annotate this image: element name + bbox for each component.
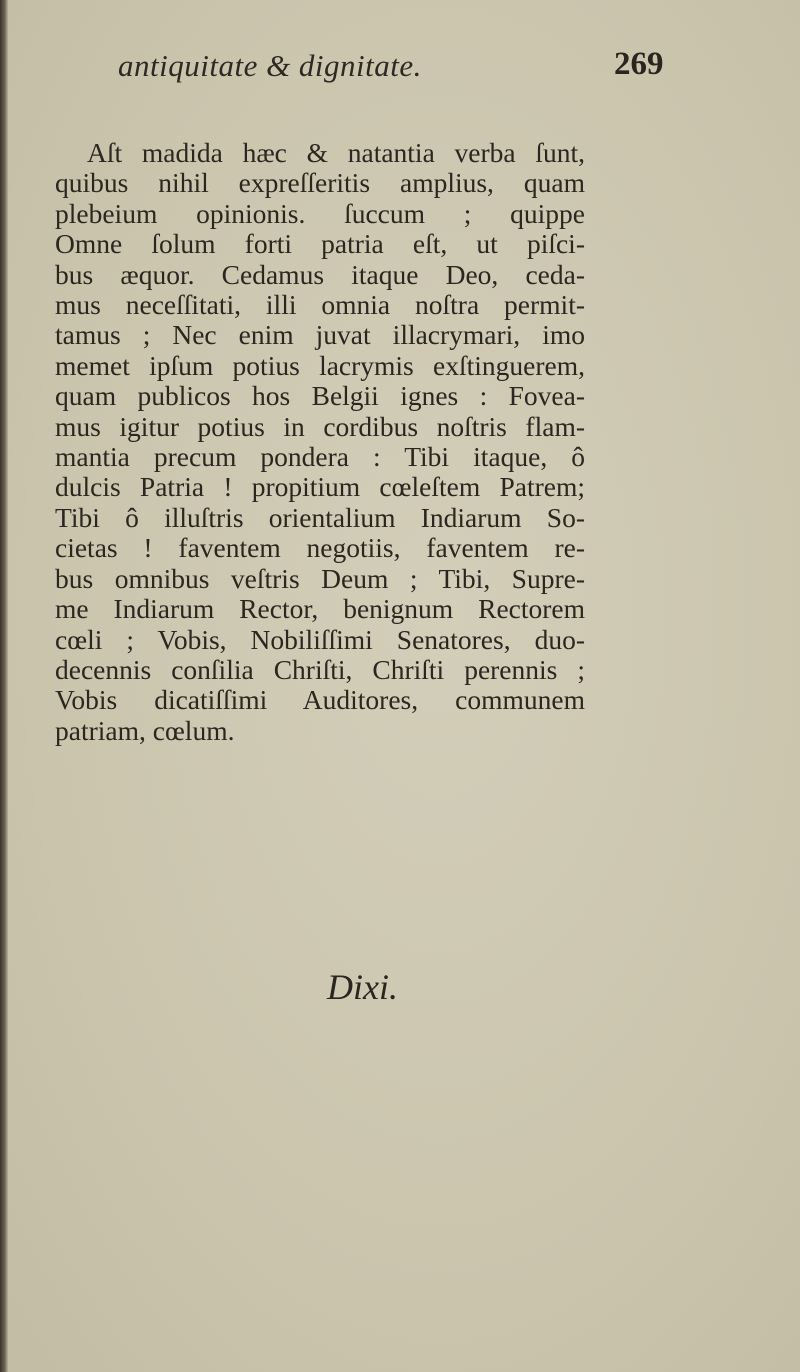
text-line: patriam, cœlum. <box>55 714 235 746</box>
text-line: mantia precum pondera : Tibi itaque, ô <box>55 441 585 473</box>
text-line: cietas ! faventem negotiis, faventem re- <box>55 532 585 564</box>
text-line: mus igitur potius in cordibus noſtris flam- <box>55 410 585 442</box>
closing-word: Dixi. <box>327 967 398 1007</box>
text-line: Vobis dicatiſſimi Auditores, communem <box>55 684 585 716</box>
body-paragraph <box>55 138 585 746</box>
text-line: Tibi ô illuſtris orientalium Indiarum So- <box>55 501 585 533</box>
text-line: decennis conſilia Chriſti, Chriſti perennis ; <box>55 653 585 685</box>
text-line: plebeium opinionis. ſuccum ; quippe <box>55 197 585 229</box>
text-line: bus æquor. Cedamus itaque Deo, ceda- <box>55 258 585 290</box>
page-gutter-shadow <box>0 0 8 1372</box>
text-line: Omne ſolum forti patria eſt, ut piſci- <box>55 228 585 260</box>
text-line: me Indiarum Rector, benignum Rectorem <box>55 593 585 625</box>
text-line: quibus nihil expreſſeritis amplius, quam <box>55 167 585 199</box>
page-number: 269 <box>614 46 664 82</box>
text-line: Aſt madida hæc & natantia verba ſunt, <box>87 137 585 168</box>
text-line: memet ipſum potius lacrymis exſtinguerem, <box>55 349 585 381</box>
text-line: cœli ; Vobis, Nobiliſſimi Senatores, duo- <box>55 623 585 655</box>
text-line: dulcis Patria ! propitium cœleſtem Patrem; <box>55 471 585 503</box>
text-line: quam publicos hos Belgii ignes : Fovea- <box>55 380 585 412</box>
text-line: tamus ; Nec enim juvat illacrymari, imo <box>55 319 585 351</box>
running-head: antiquitate & dignitate. <box>118 48 422 83</box>
text-line: bus omnibus veſtris Deum ; Tibi, Supre- <box>55 562 585 594</box>
text-line: mus neceſſitati, illi omnia noſtra permit- <box>55 289 585 321</box>
